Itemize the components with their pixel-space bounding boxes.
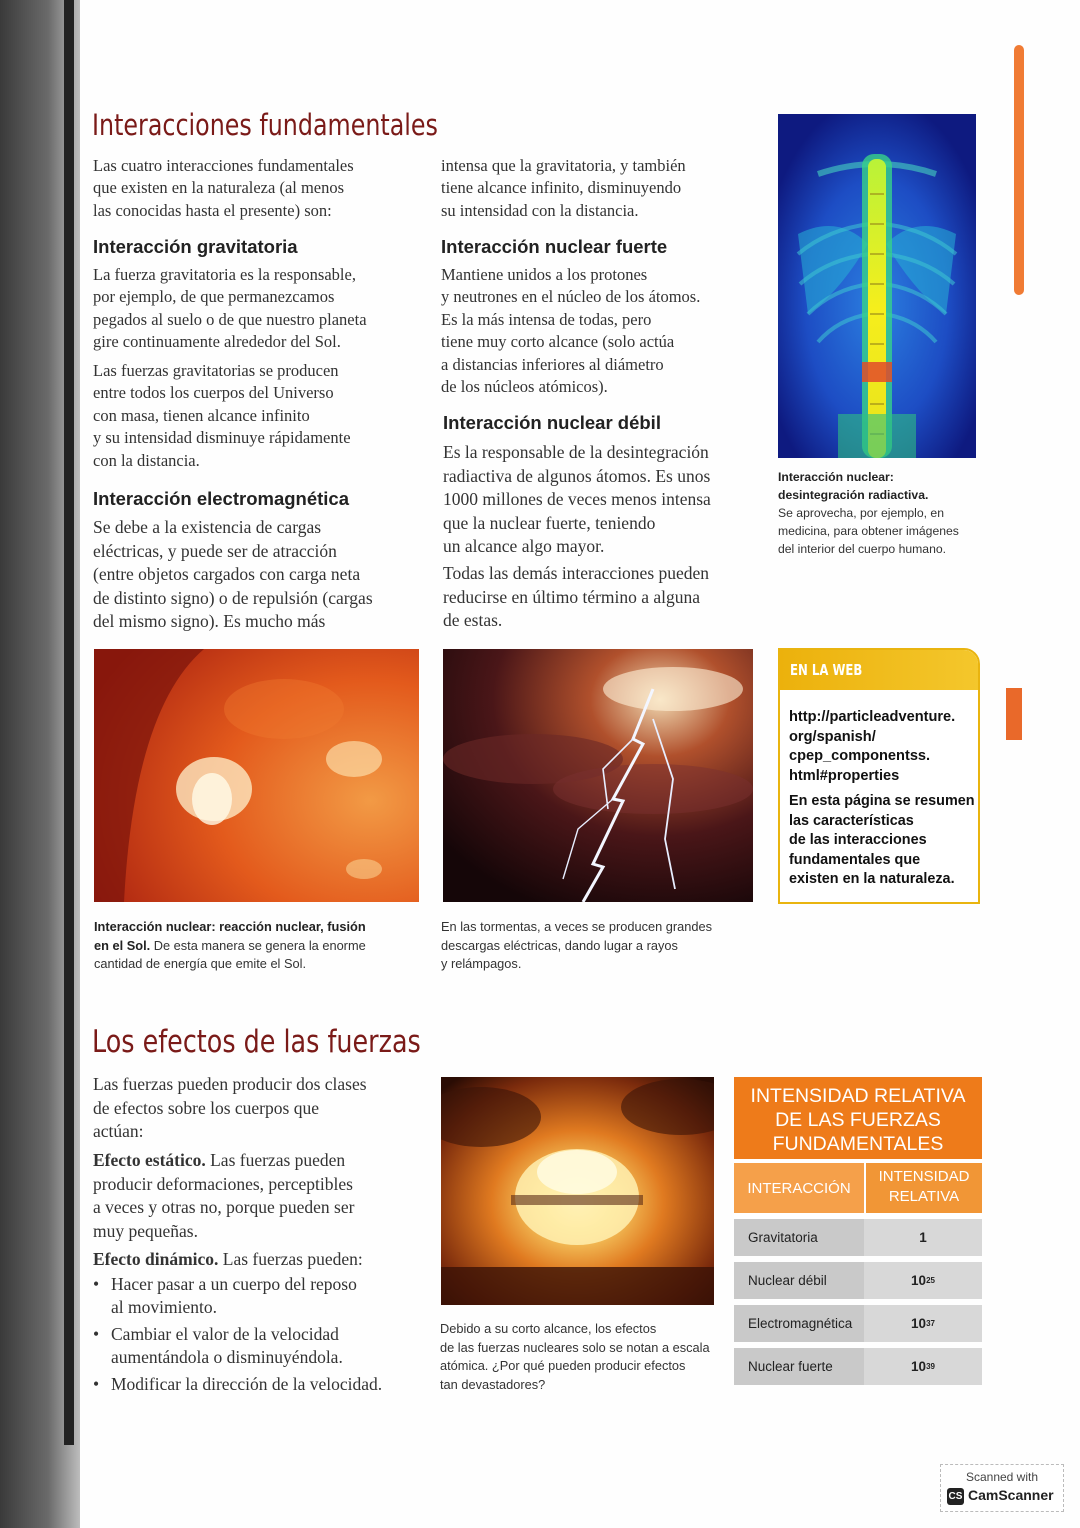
- section-title-efectos: Los efectos de las fuerzas: [92, 1024, 421, 1060]
- efecto-estatico-label: Efecto estático.: [93, 1150, 206, 1170]
- table-cell-interaction: Electromagnética: [748, 1316, 853, 1331]
- text-line: Se debe a la existencia de cargas: [93, 517, 322, 537]
- bullet-item: [93, 1373, 428, 1397]
- web-box-header: [780, 650, 978, 690]
- text-line: producir deformaciones, perceptibles: [93, 1173, 353, 1194]
- efectos-intro: [93, 1073, 423, 1144]
- text-line: Hacer pasar a un cuerpo del reposo: [111, 1273, 357, 1294]
- heading-electromagnetica: Interacción electromagnética: [93, 488, 350, 509]
- gravitatoria-paragraph-1: [93, 264, 423, 354]
- header-line: INTENSIDAD: [878, 1168, 970, 1185]
- text-line: que la nuclear fuerte, teniendo: [443, 512, 656, 533]
- text-line: Es la más intensa de todas, pero: [441, 309, 652, 329]
- table-cell-intensity: [864, 1219, 982, 1256]
- camscanner-logo-icon: CS: [947, 1488, 964, 1505]
- caption-line: del interior del cuerpo humano.: [778, 542, 947, 556]
- text-line: y su intensidad disminuye rápidamente: [93, 428, 351, 448]
- text-line: Mantiene unidos a los protones: [441, 265, 648, 284]
- text-line: a veces y otras no, porque pueden ser: [93, 1197, 355, 1217]
- desc-line: de las interacciones: [789, 832, 927, 848]
- intensity-exponent: 37: [926, 1319, 935, 1328]
- text-line: por ejemplo, de que permanezcamos: [93, 287, 335, 307]
- url-line[interactable]: http://particleadventure.: [789, 709, 956, 725]
- intensity-base: 10: [911, 1273, 927, 1288]
- intro-paragraph: [93, 155, 423, 222]
- storm-caption: [441, 918, 751, 974]
- section-title-interacciones: Interacciones fundamentales: [92, 108, 438, 142]
- table-title-bar: [734, 1077, 982, 1159]
- caption-line: cantidad de energía que emite el Sol.: [94, 956, 307, 971]
- watermark-text: Scanned with: [965, 1470, 1039, 1484]
- bullet-item: [93, 1323, 428, 1370]
- intensity-base: 1: [919, 1230, 927, 1245]
- text-line: un alcance algo mayor.: [443, 536, 605, 556]
- text-line: a distancias inferiores al diámetro: [441, 354, 664, 374]
- xray-spine-image: [778, 114, 976, 458]
- title-line: FUNDAMENTALES: [772, 1133, 944, 1155]
- table-cell-interaction: Gravitatoria: [748, 1230, 818, 1245]
- text-line: aumentándola o disminuyéndola.: [111, 1347, 343, 1367]
- table-row: [734, 1262, 982, 1299]
- intensity-base: 10: [911, 1359, 927, 1374]
- xray-caption: [778, 468, 978, 558]
- text-line: intensa que la gravitatoria, y también: [441, 156, 686, 175]
- table-row: [734, 1348, 982, 1385]
- text-line: muy pequeñas.: [93, 1220, 198, 1241]
- table-body: [734, 1219, 982, 1385]
- electromagnetica-continued: [441, 155, 771, 222]
- url-line[interactable]: html#properties: [789, 767, 900, 784]
- caption-line: tan devastadores?: [440, 1376, 546, 1392]
- column-header-interaccion: INTERACCIÓN: [747, 1179, 851, 1197]
- web-resource-box: [778, 648, 980, 904]
- url-line[interactable]: org/spanish/: [789, 728, 876, 745]
- table-title: [734, 1084, 982, 1156]
- text-line: su intensidad con la distancia.: [441, 200, 639, 220]
- caption-line: y relámpagos.: [441, 956, 522, 971]
- intensity-exponent: 39: [926, 1362, 935, 1371]
- watermark-brand: CamScanner: [968, 1487, 1054, 1503]
- text-line: Es la responsable de la desintegración: [443, 442, 709, 462]
- text-line: con masa, tienen alcance infinito: [93, 405, 310, 425]
- efecto-dinamico-paragraph: [93, 1248, 428, 1396]
- caption-bold: reacción nuclear, fusión: [215, 919, 366, 934]
- text-line: radiactiva de algunos átomos. Es unos: [443, 465, 711, 486]
- text-line: eléctricas, y puede ser de atracción: [93, 540, 337, 561]
- desc-line: En esta página se resumen: [789, 793, 975, 809]
- nuclear-debil-paragraph-1: [443, 441, 773, 559]
- caption-bold: Interacción nuclear:: [94, 919, 216, 934]
- heading-gravitatoria: Interacción gravitatoria: [93, 236, 298, 257]
- text-line: Las cuatro interacciones fundamentales: [93, 156, 354, 175]
- bullet-icon: •: [93, 1323, 100, 1344]
- caption-line: descargas eléctricas, dando lugar a rayos: [441, 937, 678, 953]
- bullet-icon: •: [93, 1273, 100, 1294]
- url-line[interactable]: cpep_componentss.: [789, 748, 931, 764]
- caption-bold: Interacción nuclear:: [778, 470, 894, 484]
- intensity-exponent: 25: [926, 1276, 935, 1285]
- text-line: gire continuamente alrededor del Sol.: [93, 332, 341, 352]
- electromagnetica-paragraph: [93, 516, 428, 634]
- caption-line: medicina, para obtener imágenes: [778, 524, 959, 538]
- text-line: de distinto signo) o de repulsión (cargas: [93, 587, 373, 608]
- table-cell-intensity: [864, 1348, 982, 1385]
- page-tab-orange-small: [1006, 688, 1022, 740]
- text-line: con la distancia.: [93, 450, 200, 470]
- text-line: Las fuerzas pueden producir dos clases: [93, 1074, 367, 1094]
- header-line: RELATIVA: [888, 1188, 960, 1205]
- intensity-table: [734, 1077, 982, 1391]
- efecto-estatico-paragraph: [93, 1149, 423, 1243]
- text-line: (entre objetos cargados con carga neta: [93, 564, 361, 584]
- text-line: las conocidas hasta el presente) son:: [93, 200, 332, 220]
- sun-fusion-image: [94, 649, 419, 902]
- web-box-title: EN LA WEB: [790, 661, 863, 679]
- desc-line: fundamentales que: [789, 851, 921, 868]
- table-row: [734, 1305, 982, 1342]
- intensity-base: 10: [911, 1316, 927, 1331]
- desc-line: existen en la naturaleza.: [789, 871, 955, 887]
- text-line: tiene alcance infinito, disminuyendo: [441, 178, 682, 198]
- text-line: de efectos sobre los cuerpos que: [93, 1097, 319, 1118]
- book-spine-edge: [64, 0, 74, 1445]
- table-cell-intensity: [864, 1305, 982, 1342]
- text-line: Las fuerzas pueden:: [218, 1249, 363, 1269]
- text-line: entre todos los cuerpos del Universo: [93, 383, 334, 403]
- caption-line: de las fuerzas nucleares solo se notan a escala: [440, 1339, 710, 1355]
- text-line: de estas.: [443, 610, 503, 630]
- caption-line: Se aprovecha, por ejemplo, en: [778, 506, 944, 520]
- nuclear-explosion-image: [441, 1077, 714, 1305]
- text-line: tiene muy corto alcance (solo actúa: [441, 332, 675, 352]
- gravitatoria-paragraph-2: [93, 360, 423, 472]
- web-url-link[interactable]: [789, 708, 973, 786]
- bullet-icon: •: [93, 1373, 100, 1394]
- nuclear-fuerte-paragraph: [441, 264, 771, 398]
- table-cell-interaction: Nuclear débil: [748, 1273, 827, 1288]
- text-line: Las fuerzas pueden: [205, 1150, 346, 1170]
- bullet-item: [93, 1273, 428, 1320]
- table-cell-intensity: [864, 1262, 982, 1299]
- nuclear-debil-paragraph-2: [443, 562, 773, 633]
- title-line: INTENSIDAD RELATIVA: [750, 1085, 966, 1107]
- text-line: y neutrones en el núcleo de los átomos.: [441, 287, 701, 307]
- text-line: Cambiar el valor de la velocidad: [111, 1323, 339, 1344]
- desc-line: las características: [789, 812, 914, 829]
- text-line: que existen en la naturaleza (al menos: [93, 178, 345, 198]
- text-line: de los núcleos atómicos).: [441, 377, 608, 397]
- text-line: reducirse en último término a alguna: [443, 586, 701, 607]
- caption-line: Debido a su corto alcance, los efectos: [440, 1321, 657, 1336]
- text-line: Modificar la dirección de la velocidad.: [111, 1373, 383, 1394]
- table-row: [734, 1219, 982, 1256]
- text-line: actúan:: [93, 1121, 144, 1141]
- efecto-dinamico-label: Efecto dinámico.: [93, 1249, 219, 1269]
- heading-nuclear-debil: Interacción nuclear débil: [443, 412, 661, 433]
- text-line: Todas las demás interacciones pueden: [443, 563, 710, 583]
- caption-line: En las tormentas, a veces se producen grandes: [441, 919, 713, 934]
- text-line: Las fuerzas gravitatorias se producen: [93, 361, 339, 380]
- table-cell-interaction: Nuclear fuerte: [748, 1359, 833, 1374]
- web-description: [789, 792, 975, 890]
- text-line: al movimiento.: [111, 1297, 217, 1317]
- page-tab-orange: [1014, 45, 1024, 295]
- column-header-intensidad: [866, 1163, 982, 1213]
- caption-bold: desintegración radiactiva.: [778, 488, 929, 502]
- table-header-row: [734, 1163, 982, 1213]
- explosion-caption: [440, 1320, 730, 1394]
- caption-line: De esta manera se genera la enorme: [150, 937, 366, 953]
- caption-line: atómica. ¿Por qué pueden producir efectos: [440, 1358, 686, 1373]
- heading-nuclear-fuerte: Interacción nuclear fuerte: [441, 236, 668, 257]
- caption-bold: en el Sol.: [94, 937, 151, 953]
- text-line: La fuerza gravitatoria es la responsable,: [93, 265, 356, 284]
- lightning-storm-image: [443, 649, 753, 902]
- text-line: del mismo signo). Es mucho más: [93, 611, 326, 631]
- text-line: 1000 millones de veces menos intensa: [443, 489, 711, 509]
- sun-caption: [94, 918, 424, 974]
- title-line: DE LAS FUERZAS: [775, 1109, 941, 1131]
- camscanner-watermark: [940, 1464, 1064, 1512]
- text-line: pegados al suelo o de que nuestro planeta: [93, 309, 367, 329]
